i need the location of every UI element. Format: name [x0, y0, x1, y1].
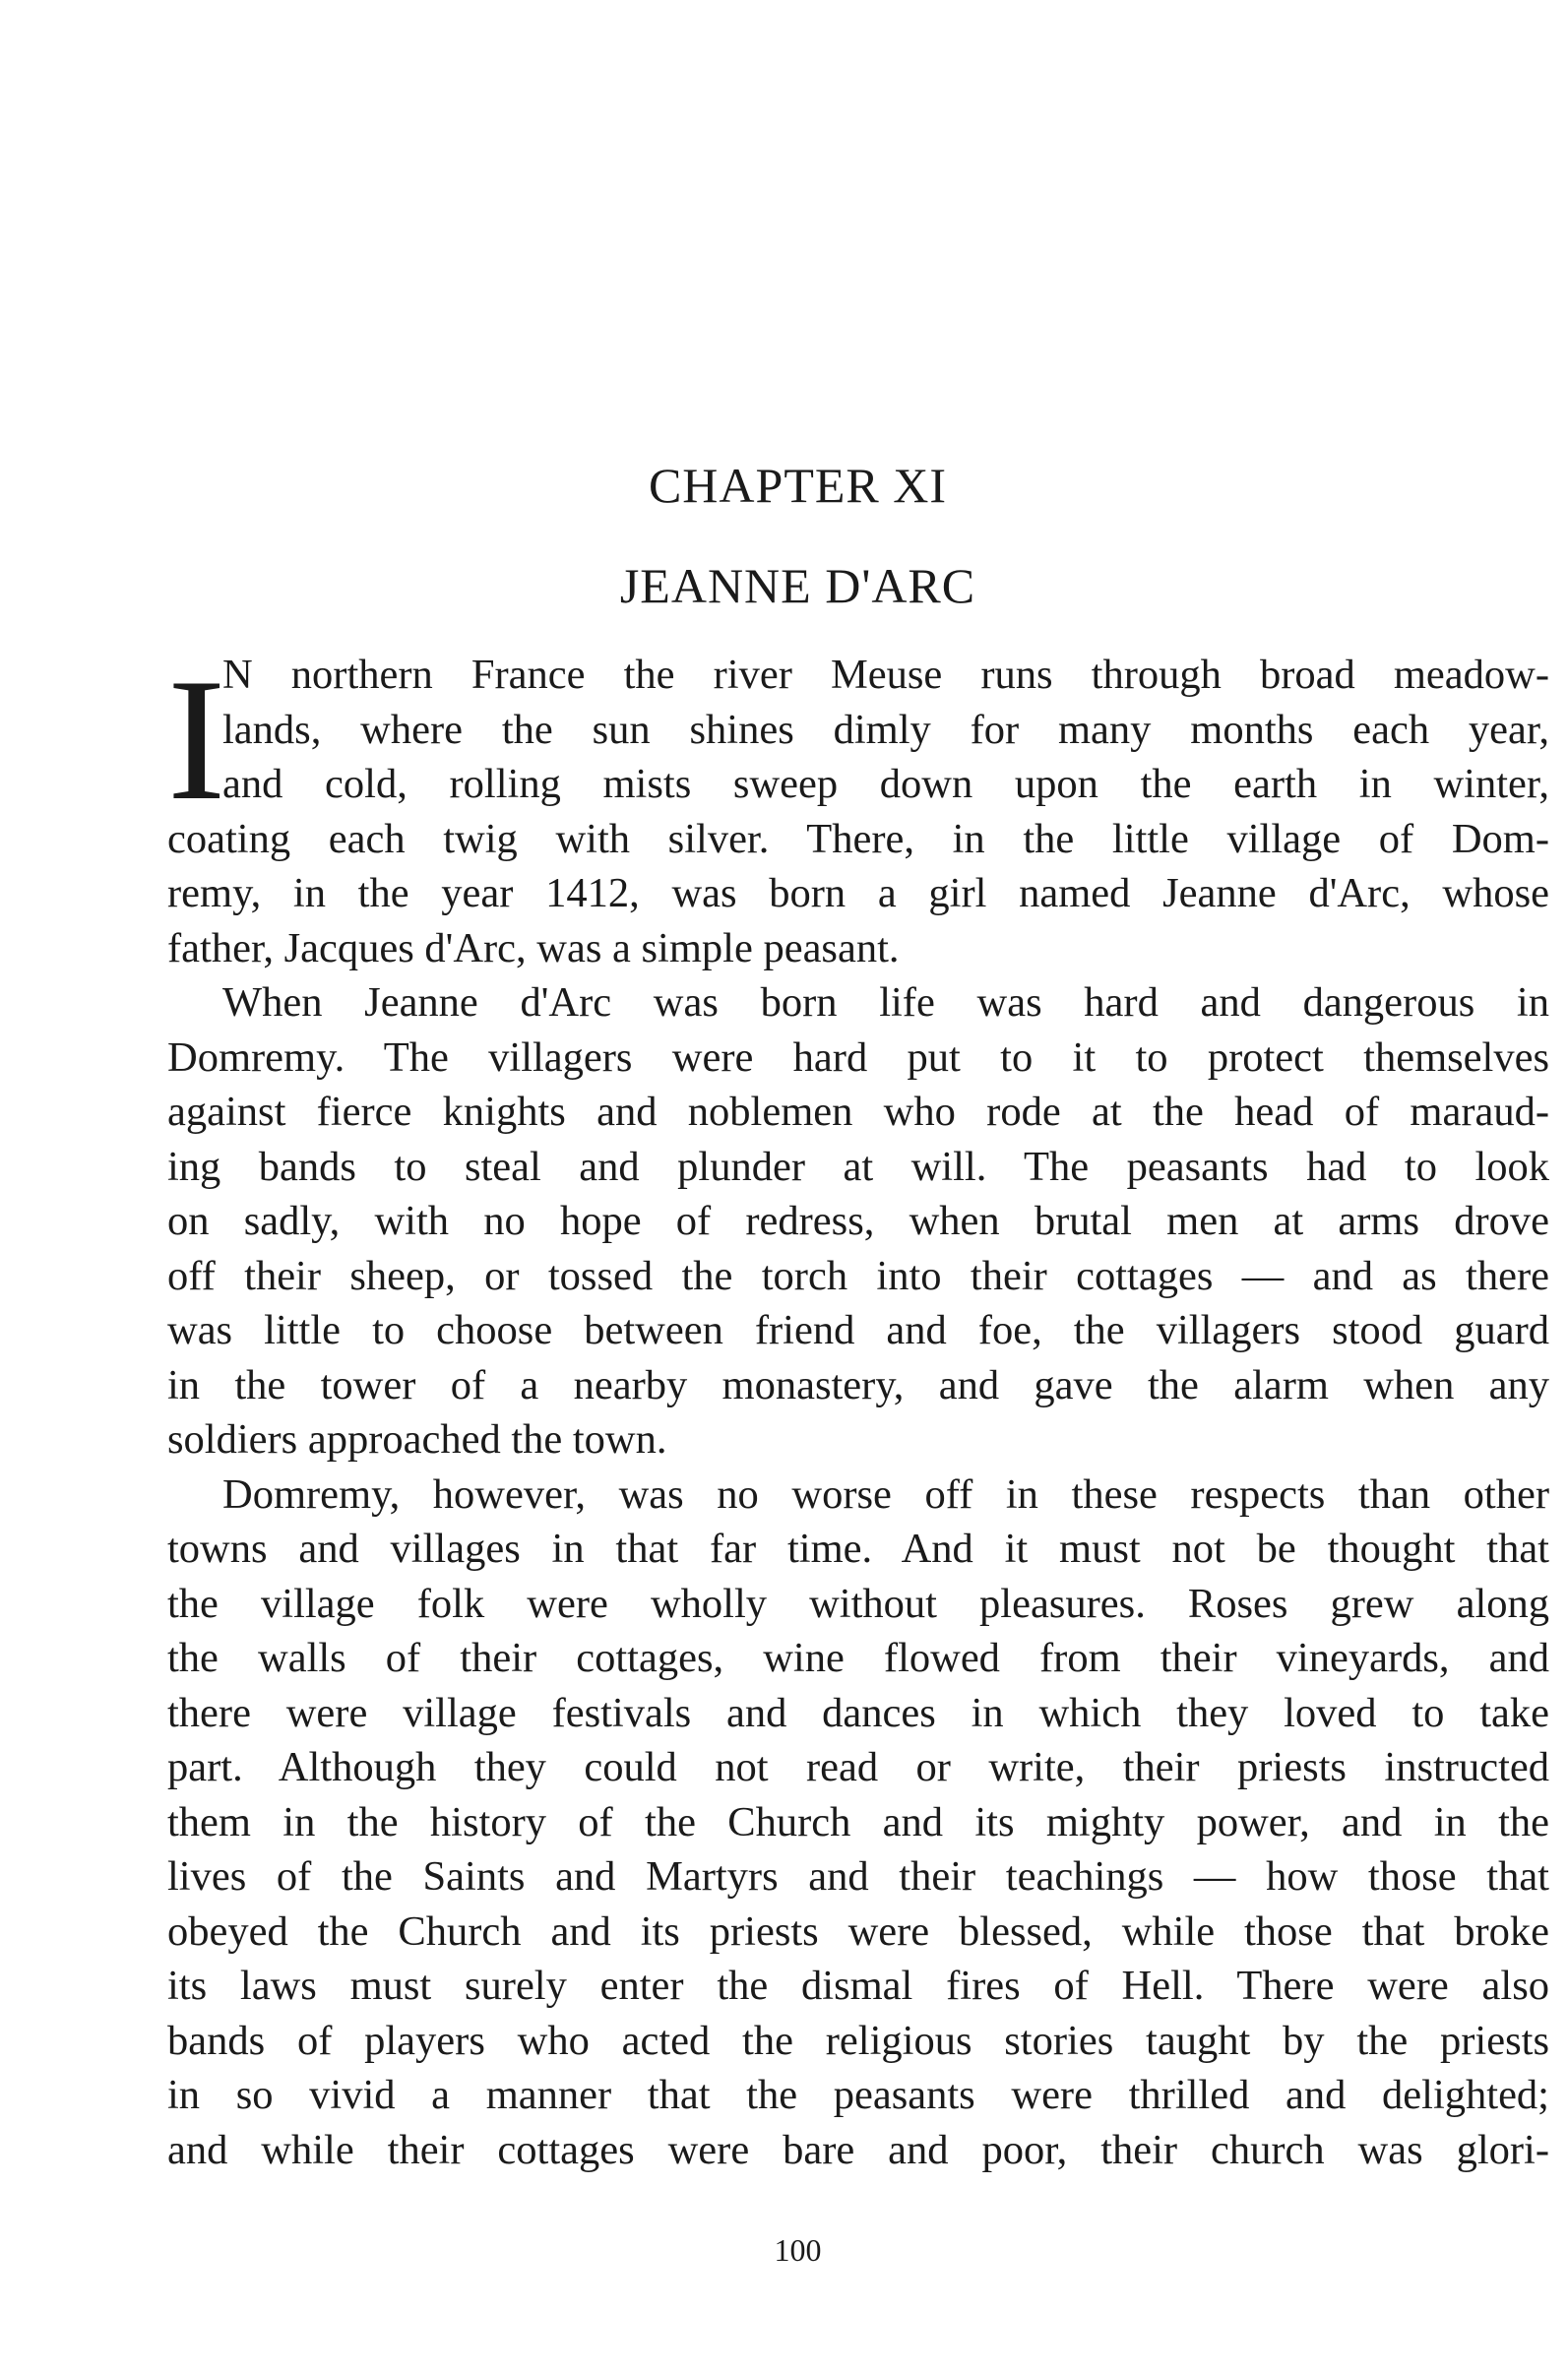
text-line: them in the history of the Church and its mighty power, and in the: [167, 1798, 1549, 1845]
text-line: in so vivid a manner that the peasants were thrilled and delighted;: [167, 2072, 1549, 2118]
paragraph-3: [167, 1468, 1549, 2178]
text-line: against fierce knights and noblemen who rode at the head of maraud-: [167, 1089, 1549, 1135]
text-line: towns and villages in that far time. And it must not be thought that: [167, 1526, 1549, 1572]
text-line: When Jeanne d'Arc was born life was hard and dangerous in: [222, 979, 1549, 1026]
text-line: lands, where the sun shines dimly for many months each year,: [222, 706, 1549, 753]
text-line: bands of players who acted the religious stories taught by the priests: [167, 2017, 1549, 2064]
text-line: its laws must surely enter the dismal fires of Hell. There were also: [167, 1963, 1549, 2009]
text-line: and while their cottages were bare and poor, their church was glori-: [167, 2126, 1549, 2173]
text-line: remy, in the year 1412, was born a girl named Jeanne d'Arc, whose: [167, 870, 1549, 916]
text-line: off their sheep, or tossed the torch into their cottages — and as there: [167, 1252, 1549, 1299]
text-line: and cold, rolling mists sweep down upon the earth in winter,: [222, 761, 1549, 807]
text-line: coating each twig with silver. There, in the little village of Dom-: [167, 815, 1549, 862]
paragraph-2: [167, 975, 1549, 1468]
text-line: father, Jacques d'Arc, was a simple peasant.: [167, 924, 900, 971]
text-line: part. Although they could not read or write, their priests instructed: [167, 1744, 1549, 1790]
text-line: the walls of their cottages, wine flowed from their vineyards, and: [167, 1635, 1549, 1681]
text-line: Domremy, however, was no worse off in these respects than other: [222, 1470, 1549, 1518]
text-line: ing bands to steal and plunder at will. The peasants had to look: [167, 1143, 1549, 1190]
text-line: obeyed the Church and its priests were blessed, while those that broke: [167, 1907, 1549, 1955]
text-line: there were village festivals and dances in which they loved to take: [167, 1689, 1549, 1736]
text-line: N northern France the river Meuse runs through broad meadow-: [222, 652, 1549, 698]
chapter-number: CHAPTER XI: [648, 458, 948, 513]
body-text: [167, 642, 1549, 2177]
text-line: in the tower of a nearby monastery, and gave the alarm when any: [167, 1361, 1549, 1408]
text-line: on sadly, with no hope of redress, when brutal men at arms drove: [167, 1198, 1549, 1244]
chapter-title: JEANNE D'ARC: [619, 558, 976, 613]
text-line: soldiers approached the town.: [167, 1416, 667, 1463]
drop-cap: I: [167, 642, 226, 837]
paragraph-1: [167, 642, 1549, 975]
page-number: 100: [774, 2232, 822, 2268]
text-line: Domremy. The villagers were hard put to it to protect themselves: [167, 1033, 1549, 1081]
text-line: was little to choose between friend and foe, the villagers stood guard: [167, 1307, 1549, 1353]
text-line: lives of the Saints and Martyrs and their teachings — how those that: [167, 1853, 1549, 1900]
text-line: the village folk were wholly without pleasures. Roses grew along: [167, 1580, 1549, 1627]
